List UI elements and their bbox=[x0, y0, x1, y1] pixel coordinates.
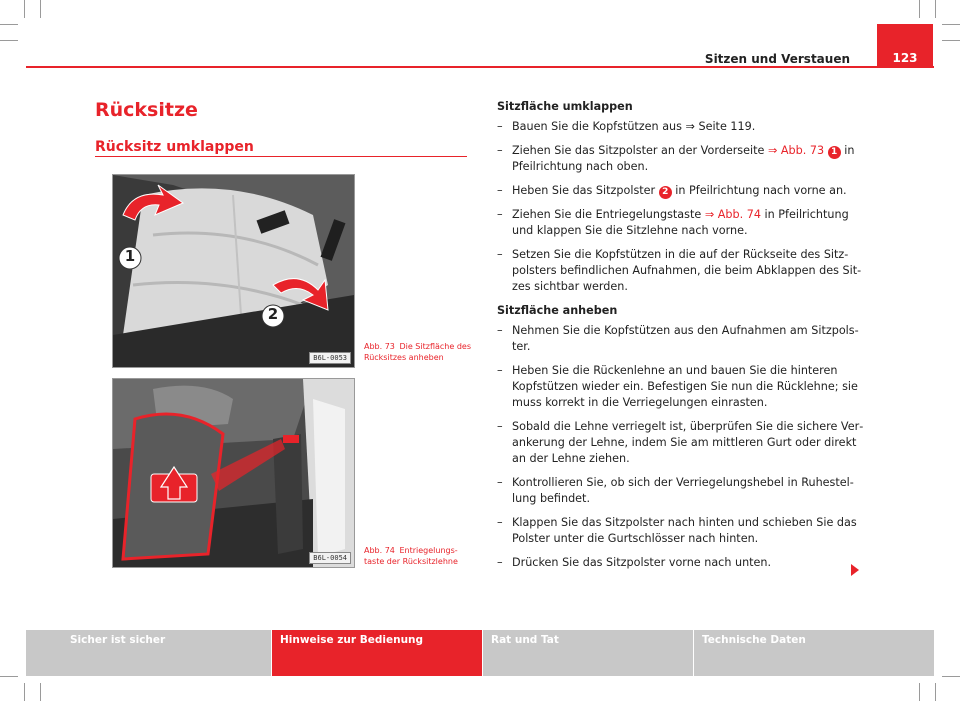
footer-tab-rat-und-tat[interactable]: Rat und Tat bbox=[491, 634, 559, 646]
caption-text: Entriegelungstaste der Rücksitzlehne bbox=[364, 546, 458, 566]
list-item: – Setzen Sie die Kopfstützen in die auf der Rückseite des Sitzpolsters befindlichen Aufnahmen, die beim Abklappen des Sitzes sichtbar werden. bbox=[497, 247, 869, 295]
instructions-column bbox=[497, 99, 869, 579]
crop-mark bbox=[0, 40, 18, 41]
figure-74 bbox=[112, 378, 355, 568]
crop-mark bbox=[942, 40, 960, 41]
footer-divider bbox=[693, 630, 694, 676]
crop-mark bbox=[0, 676, 18, 677]
figure-code: B6L-0053 bbox=[309, 352, 351, 364]
list-item: – Kontrollieren Sie, ob sich der Verriegelungshebel in Ruhestellung befindet. bbox=[497, 475, 869, 507]
step-text: Ziehen Sie das Sitzpolster an der Vorderseite bbox=[512, 144, 768, 157]
crop-mark bbox=[935, 683, 936, 701]
figure-badge-1: 1 bbox=[124, 247, 136, 265]
callout-badge: 1 bbox=[828, 146, 841, 159]
heading-fold-seat: Sitzfläche umklappen bbox=[497, 100, 633, 113]
footer-tab-sicher[interactable]: Sicher ist sicher bbox=[70, 634, 166, 646]
section-subtitle: Rücksitz umklappen bbox=[95, 139, 254, 155]
list-item: – Bauen Sie die Kopfstützen aus ⇒ Seite 119. bbox=[497, 119, 869, 135]
page-number: 123 bbox=[892, 51, 918, 65]
crop-mark bbox=[40, 683, 41, 701]
list-item: – Nehmen Sie die Kopfstützen aus den Aufnahmen am Sitzpolster. bbox=[497, 323, 869, 355]
list-item: – Klappen Sie das Sitzpolster nach hinten und schieben Sie das Polster unter die Gurtschlösser nach hinten. bbox=[497, 515, 869, 547]
list-item bbox=[497, 183, 869, 199]
section-title: Sitzen und Verstauen bbox=[704, 52, 850, 66]
footer-divider bbox=[271, 630, 272, 676]
crop-mark bbox=[40, 0, 41, 18]
callout-badge: 2 bbox=[659, 186, 672, 199]
list-item: – Sobald die Lehne verriegelt ist, überprüfen Sie die sichere Verankerung der Lehne, indem Sie am mittleren Gurt oder direkt an der Lehne ziehen. bbox=[497, 419, 869, 467]
list-item: – Drücken Sie das Sitzpolster vorne nach unten. bbox=[497, 555, 869, 571]
release-button-illustration bbox=[113, 379, 354, 567]
crop-mark bbox=[919, 0, 920, 18]
step-text: in Pfeilrichtung nach oben. bbox=[512, 144, 855, 173]
figure-badge-2: 2 bbox=[267, 305, 279, 323]
step-text: in Pfeilrichtung nach vorne an. bbox=[671, 184, 847, 197]
caption-text: Die Sitzfläche des Rücksitzes anheben bbox=[364, 342, 471, 362]
crop-mark bbox=[24, 0, 25, 18]
caption-number: Abb. 73 bbox=[364, 342, 395, 351]
crop-mark bbox=[942, 676, 960, 677]
figure-73 bbox=[112, 174, 355, 368]
page-title: Rücksitze bbox=[95, 99, 198, 121]
crop-mark bbox=[0, 24, 18, 25]
list-item bbox=[497, 207, 869, 239]
crop-mark bbox=[935, 0, 936, 18]
seat-cushion-illustration bbox=[113, 175, 354, 367]
header-rule bbox=[26, 66, 934, 68]
continue-arrow-icon bbox=[851, 564, 859, 576]
heading-raise-seat: Sitzfläche anheben bbox=[497, 304, 618, 317]
list-item bbox=[497, 143, 869, 175]
step-text: Ziehen Sie die Entriegelungstaste bbox=[512, 208, 705, 221]
caption-number: Abb. 74 bbox=[364, 546, 395, 555]
list-item: – Heben Sie die Rückenlehne an und bauen Sie die hinteren Kopfstützen wieder ein. Befestigen Sie nun die Rücklehne; sie muss korrekt in die Verriegelungen einrasten. bbox=[497, 363, 869, 411]
figure-reference-link[interactable]: ⇒ Abb. 74 bbox=[704, 208, 761, 221]
crop-mark bbox=[919, 683, 920, 701]
figure-code: B6L-0054 bbox=[309, 552, 351, 564]
crop-mark bbox=[24, 683, 25, 701]
figure-reference-link[interactable]: ⇒ Abb. 73 bbox=[767, 144, 825, 157]
figure-74-caption bbox=[364, 545, 474, 567]
crop-mark bbox=[942, 24, 960, 25]
footer-tab-bedienung[interactable]: Hinweise zur Bedienung bbox=[272, 630, 482, 676]
step-text: Heben Sie das Sitzpolster bbox=[512, 184, 659, 197]
subtitle-rule bbox=[95, 156, 467, 157]
footer-tab-technische-daten[interactable]: Technische Daten bbox=[702, 634, 806, 646]
step-text: in Pfeilrichtung und klappen Sie die Sitzlehne nach vorne. bbox=[512, 208, 849, 237]
footer-divider bbox=[482, 630, 483, 676]
figure-73-caption bbox=[364, 341, 474, 363]
